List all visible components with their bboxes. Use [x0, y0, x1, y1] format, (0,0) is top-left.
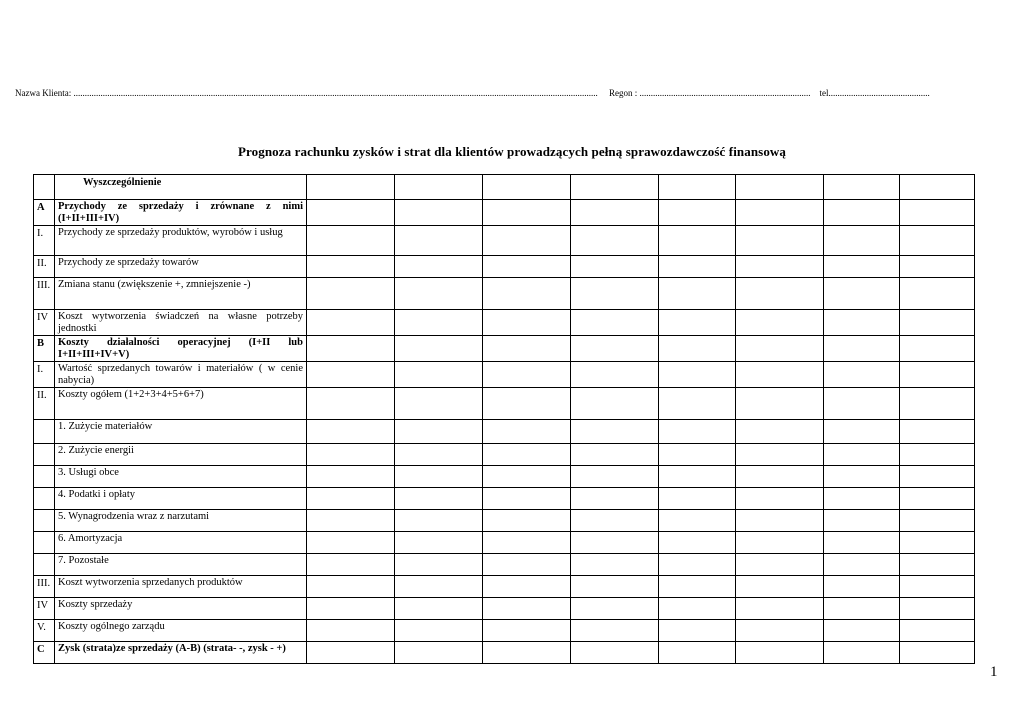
- row-value-cell[interactable]: [900, 388, 975, 420]
- table-row: [34, 576, 975, 598]
- row-value-cell[interactable]: [900, 278, 975, 310]
- row-value-cell[interactable]: [736, 466, 824, 488]
- row-value-cell[interactable]: [900, 226, 975, 256]
- table-row: [34, 598, 975, 620]
- row-value-cell[interactable]: [900, 310, 975, 336]
- row-value-cell[interactable]: [395, 278, 483, 310]
- row-value-cell[interactable]: [571, 466, 659, 488]
- row-value-cell[interactable]: [395, 642, 483, 664]
- row-value-cell[interactable]: [483, 620, 571, 642]
- row-code-cell: I.: [34, 362, 55, 388]
- row-value-cell[interactable]: [736, 444, 824, 466]
- row-value-cell[interactable]: [395, 388, 483, 420]
- row-value-cell[interactable]: [900, 598, 975, 620]
- table-row: [34, 510, 975, 532]
- row-value-cell[interactable]: [900, 554, 975, 576]
- row-value-cell[interactable]: [571, 510, 659, 532]
- row-label-cell: Przychody ze sprzedaży produktów, wyrobów i usług: [55, 226, 307, 256]
- row-value-cell[interactable]: [659, 444, 736, 466]
- page-number: 1: [990, 664, 998, 680]
- row-label-cell: Przychody ze sprzedaży towarów: [55, 256, 307, 278]
- header-value-cell: [824, 175, 900, 200]
- row-value-cell[interactable]: [900, 510, 975, 532]
- row-label-cell: Koszty ogólnego zarządu: [55, 620, 307, 642]
- row-value-cell[interactable]: [307, 444, 395, 466]
- table-row: [34, 200, 975, 226]
- row-value-cell[interactable]: [483, 256, 571, 278]
- row-value-cell[interactable]: [483, 362, 571, 388]
- row-code-cell: IV: [34, 598, 55, 620]
- row-value-cell[interactable]: [307, 278, 395, 310]
- row-value-cell[interactable]: [483, 532, 571, 554]
- row-value-cell[interactable]: [307, 420, 395, 444]
- row-value-cell[interactable]: [900, 444, 975, 466]
- row-value-cell[interactable]: [824, 532, 900, 554]
- row-code-cell: [34, 420, 55, 444]
- row-value-cell[interactable]: [659, 554, 736, 576]
- row-value-cell[interactable]: [307, 620, 395, 642]
- row-value-cell[interactable]: [824, 576, 900, 598]
- row-value-cell[interactable]: [571, 598, 659, 620]
- regon-field[interactable]: Regon : ............................................................................: [608, 88, 811, 98]
- row-code-cell: III.: [34, 576, 55, 598]
- row-value-cell[interactable]: [483, 576, 571, 598]
- row-value-cell[interactable]: [395, 420, 483, 444]
- row-value-cell[interactable]: [571, 444, 659, 466]
- row-value-cell[interactable]: [307, 642, 395, 664]
- row-value-cell[interactable]: [824, 444, 900, 466]
- row-value-cell[interactable]: [659, 532, 736, 554]
- row-value-cell[interactable]: [571, 388, 659, 420]
- row-value-cell[interactable]: [307, 510, 395, 532]
- row-label-cell: 1. Zużycie materiałów: [55, 420, 307, 444]
- row-value-cell[interactable]: [571, 362, 659, 388]
- row-value-cell[interactable]: [483, 200, 571, 226]
- row-value-cell[interactable]: [659, 466, 736, 488]
- row-value-cell[interactable]: [736, 336, 824, 362]
- row-value-cell[interactable]: [736, 388, 824, 420]
- row-value-cell[interactable]: [483, 278, 571, 310]
- row-value-cell[interactable]: [659, 642, 736, 664]
- row-value-cell[interactable]: [900, 200, 975, 226]
- row-code-cell: [34, 444, 55, 466]
- row-value-cell[interactable]: [571, 336, 659, 362]
- header-value-cell: [395, 175, 483, 200]
- row-value-cell[interactable]: [483, 642, 571, 664]
- table-row: [34, 278, 975, 310]
- row-value-cell[interactable]: [824, 388, 900, 420]
- row-value-cell[interactable]: [395, 444, 483, 466]
- row-value-cell[interactable]: [824, 226, 900, 256]
- row-code-cell: II.: [34, 388, 55, 420]
- row-value-cell[interactable]: [659, 598, 736, 620]
- row-value-cell[interactable]: [824, 420, 900, 444]
- row-value-cell[interactable]: [571, 200, 659, 226]
- row-value-cell[interactable]: [307, 362, 395, 388]
- row-value-cell[interactable]: [571, 642, 659, 664]
- row-value-cell[interactable]: [736, 554, 824, 576]
- row-code-cell: III.: [34, 278, 55, 310]
- row-code-cell: [34, 488, 55, 510]
- row-value-cell[interactable]: [483, 388, 571, 420]
- row-value-cell[interactable]: [736, 200, 824, 226]
- row-value-cell[interactable]: [395, 598, 483, 620]
- table-row: [34, 466, 975, 488]
- row-label-cell: Zmiana stanu (zwiększenie +, zmniejszenie -): [55, 278, 307, 310]
- row-value-cell[interactable]: [736, 532, 824, 554]
- row-code-cell: B: [34, 336, 55, 362]
- row-value-cell[interactable]: [736, 256, 824, 278]
- row-value-cell[interactable]: [483, 598, 571, 620]
- header-value-cell: [307, 175, 395, 200]
- row-value-cell[interactable]: [824, 200, 900, 226]
- row-value-cell[interactable]: [736, 420, 824, 444]
- row-value-cell[interactable]: [307, 310, 395, 336]
- row-value-cell[interactable]: [483, 466, 571, 488]
- header-value-cell: [483, 175, 571, 200]
- row-value-cell[interactable]: [571, 620, 659, 642]
- row-label-cell: Zysk (strata)ze sprzedaży (A-B) (strata- -, zysk - +): [55, 642, 307, 664]
- row-value-cell[interactable]: [395, 256, 483, 278]
- row-value-cell[interactable]: [900, 488, 975, 510]
- row-label-cell: 6. Amortyzacja: [55, 532, 307, 554]
- row-value-cell[interactable]: [736, 510, 824, 532]
- row-value-cell[interactable]: [659, 488, 736, 510]
- row-value-cell[interactable]: [659, 336, 736, 362]
- document-title: Prognoza rachunku zysków i strat dla klientów prowadzących pełną sprawozdawczość finansową: [237, 144, 787, 159]
- row-value-cell[interactable]: [395, 310, 483, 336]
- table-row: [34, 336, 975, 362]
- row-label-cell: Koszty sprzedaży: [55, 598, 307, 620]
- row-value-cell[interactable]: [307, 256, 395, 278]
- row-value-cell[interactable]: [307, 576, 395, 598]
- row-value-cell[interactable]: [900, 336, 975, 362]
- row-value-cell[interactable]: [824, 310, 900, 336]
- row-value-cell[interactable]: [307, 488, 395, 510]
- table-row: [34, 488, 975, 510]
- row-code-cell: II.: [34, 256, 55, 278]
- row-value-cell[interactable]: [659, 420, 736, 444]
- client-name-field[interactable]: Nazwa Klienta: .........................................................................................................................................................................................................................................: [15, 88, 598, 98]
- row-value-cell[interactable]: [395, 336, 483, 362]
- row-code-cell: [34, 532, 55, 554]
- row-value-cell[interactable]: [900, 466, 975, 488]
- row-value-cell[interactable]: [395, 510, 483, 532]
- row-value-cell[interactable]: [736, 278, 824, 310]
- row-value-cell[interactable]: [659, 226, 736, 256]
- header-code-cell: [34, 175, 55, 200]
- row-value-cell[interactable]: [483, 554, 571, 576]
- row-label-cell: Przychody ze sprzedaży i zrównane z nimi (I+II+III+IV): [55, 200, 307, 226]
- row-value-cell[interactable]: [571, 488, 659, 510]
- row-value-cell[interactable]: [736, 488, 824, 510]
- row-value-cell[interactable]: [483, 444, 571, 466]
- row-value-cell[interactable]: [395, 226, 483, 256]
- row-code-cell: A: [34, 200, 55, 226]
- row-value-cell[interactable]: [736, 226, 824, 256]
- row-value-cell[interactable]: [659, 278, 736, 310]
- row-value-cell[interactable]: [736, 576, 824, 598]
- table-header-row: [34, 175, 975, 200]
- row-value-cell[interactable]: [824, 510, 900, 532]
- row-value-cell[interactable]: [659, 388, 736, 420]
- row-code-cell: [34, 554, 55, 576]
- row-value-cell[interactable]: [483, 420, 571, 444]
- row-value-cell[interactable]: [659, 620, 736, 642]
- row-label-cell: 4. Podatki i opłaty: [55, 488, 307, 510]
- row-value-cell[interactable]: [736, 642, 824, 664]
- header-label-cell: Wyszczególnienie: [55, 175, 307, 200]
- profit-loss-table: [33, 174, 975, 664]
- row-value-cell[interactable]: [307, 466, 395, 488]
- row-value-cell[interactable]: [659, 362, 736, 388]
- row-code-cell: IV: [34, 310, 55, 336]
- row-value-cell[interactable]: [307, 598, 395, 620]
- row-value-cell[interactable]: [307, 200, 395, 226]
- row-value-cell[interactable]: [395, 466, 483, 488]
- table-row: [34, 362, 975, 388]
- row-value-cell[interactable]: [483, 510, 571, 532]
- row-label-cell: 5. Wynagrodzenia wraz z narzutami: [55, 510, 307, 532]
- header-value-cell: [736, 175, 824, 200]
- row-value-cell[interactable]: [395, 362, 483, 388]
- row-value-cell[interactable]: [659, 310, 736, 336]
- row-value-cell[interactable]: [307, 226, 395, 256]
- row-label-cell: Koszty ogółem (1+2+3+4+5+6+7): [55, 388, 307, 420]
- row-value-cell[interactable]: [571, 256, 659, 278]
- row-value-cell[interactable]: [659, 510, 736, 532]
- row-label-cell: Koszt wytworzenia sprzedanych produktów: [55, 576, 307, 598]
- table-row: [34, 620, 975, 642]
- client-info-line: [15, 88, 975, 98]
- table-row: [34, 532, 975, 554]
- table-row: [34, 642, 975, 664]
- row-value-cell[interactable]: [307, 532, 395, 554]
- row-value-cell[interactable]: [824, 620, 900, 642]
- header-value-cell: [900, 175, 975, 200]
- row-value-cell[interactable]: [395, 488, 483, 510]
- row-value-cell[interactable]: [824, 336, 900, 362]
- row-value-cell[interactable]: [900, 256, 975, 278]
- row-value-cell[interactable]: [483, 226, 571, 256]
- row-value-cell[interactable]: [824, 256, 900, 278]
- row-code-cell: C: [34, 642, 55, 664]
- row-value-cell[interactable]: [900, 620, 975, 642]
- row-value-cell[interactable]: [900, 362, 975, 388]
- row-label-cell: Koszty działalności operacyjnej (I+II lub I+II+III+IV+V): [55, 336, 307, 362]
- row-value-cell[interactable]: [824, 488, 900, 510]
- row-value-cell[interactable]: [824, 466, 900, 488]
- row-value-cell[interactable]: [395, 620, 483, 642]
- row-value-cell[interactable]: [659, 256, 736, 278]
- table-row: [34, 256, 975, 278]
- row-value-cell[interactable]: [824, 642, 900, 664]
- row-value-cell[interactable]: [824, 598, 900, 620]
- row-value-cell[interactable]: [571, 420, 659, 444]
- row-label-cell: 7. Pozostałe: [55, 554, 307, 576]
- row-label-cell: Wartość sprzedanych towarów i materiałów ( w cenie nabycia): [55, 362, 307, 388]
- row-value-cell[interactable]: [736, 598, 824, 620]
- row-value-cell[interactable]: [824, 278, 900, 310]
- row-value-cell[interactable]: [571, 576, 659, 598]
- table-row: [34, 420, 975, 444]
- table-row: [34, 226, 975, 256]
- row-label-cell: 2. Zużycie energii: [55, 444, 307, 466]
- row-value-cell[interactable]: [307, 388, 395, 420]
- row-value-cell[interactable]: [824, 362, 900, 388]
- table-row: [34, 554, 975, 576]
- row-value-cell[interactable]: [307, 336, 395, 362]
- row-value-cell[interactable]: [659, 200, 736, 226]
- row-value-cell[interactable]: [659, 576, 736, 598]
- table-row: [34, 310, 975, 336]
- row-value-cell[interactable]: [483, 310, 571, 336]
- row-code-cell: [34, 510, 55, 532]
- row-value-cell[interactable]: [395, 554, 483, 576]
- row-code-cell: [34, 466, 55, 488]
- row-code-cell: V.: [34, 620, 55, 642]
- row-value-cell[interactable]: [571, 310, 659, 336]
- row-value-cell[interactable]: [900, 532, 975, 554]
- row-value-cell[interactable]: [736, 362, 824, 388]
- table-row: [34, 388, 975, 420]
- row-value-cell[interactable]: [900, 576, 975, 598]
- row-value-cell[interactable]: [483, 488, 571, 510]
- header-value-cell: [571, 175, 659, 200]
- row-value-cell[interactable]: [900, 642, 975, 664]
- row-code-cell: I.: [34, 226, 55, 256]
- row-value-cell[interactable]: [571, 278, 659, 310]
- row-value-cell[interactable]: [571, 532, 659, 554]
- row-value-cell[interactable]: [736, 620, 824, 642]
- tel-field[interactable]: tel.............................................: [819, 88, 930, 98]
- row-value-cell[interactable]: [571, 554, 659, 576]
- row-value-cell[interactable]: [824, 554, 900, 576]
- row-value-cell[interactable]: [307, 554, 395, 576]
- row-label-cell: 3. Usługi obce: [55, 466, 307, 488]
- header-value-cell: [659, 175, 736, 200]
- table-row: [34, 444, 975, 466]
- row-value-cell[interactable]: [900, 420, 975, 444]
- row-label-cell: Koszt wytworzenia świadczeń na własne potrzeby jednostki: [55, 310, 307, 336]
- row-value-cell[interactable]: [736, 310, 824, 336]
- row-value-cell[interactable]: [483, 336, 571, 362]
- row-value-cell[interactable]: [571, 226, 659, 256]
- row-value-cell[interactable]: [395, 200, 483, 226]
- row-value-cell[interactable]: [395, 576, 483, 598]
- row-value-cell[interactable]: [395, 532, 483, 554]
